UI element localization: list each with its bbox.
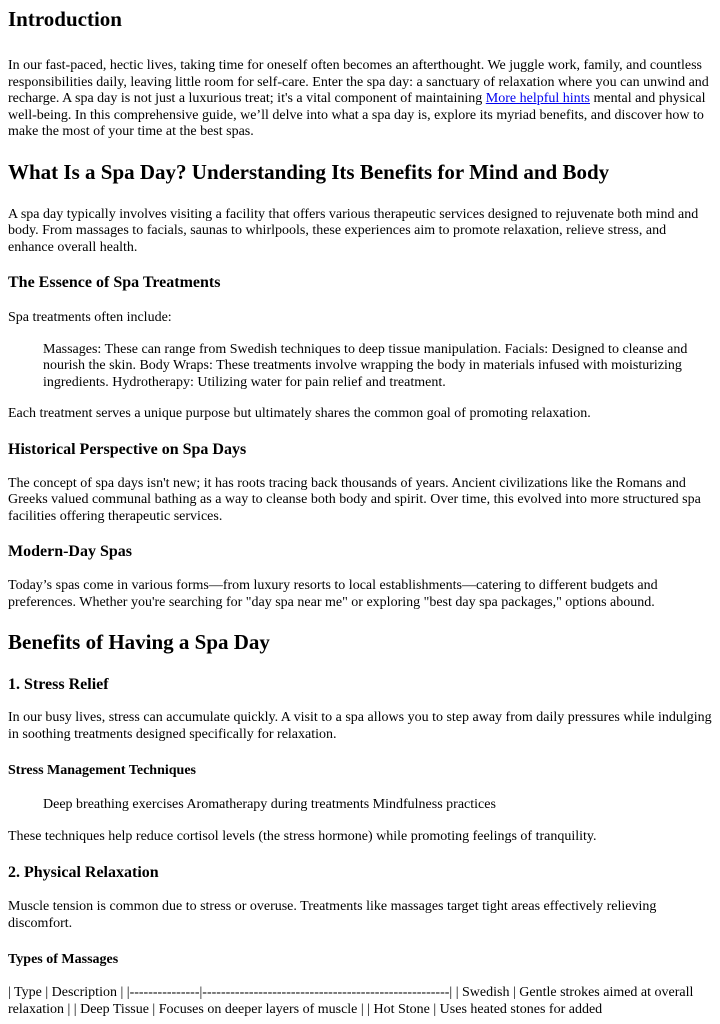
- stress-techniques-blockquote: Deep breathing exercises Aromatherapy during treatments Mindfulness practices: [43, 797, 496, 812]
- stress-relief-paragraph: In our busy lives, stress can accumulate quickly. A visit to a spa allows you to step away from daily pressures while indulging in soothing treatments designed specifically for relaxation.: [8, 710, 712, 742]
- article: [0, 7, 720, 1018]
- physical-relaxation-paragraph: Muscle tension is common due to stress or overuse. Treatments like massages target tight areas effectively relieving discomfort.: [8, 899, 657, 931]
- massage-types-table-text: | Type | Description | |---------------|-----------------------------------------------------| | Swedish | Gentle strokes aimed at overall relaxation | | Deep Tissue | Focuses on deeper layers of muscle | | Hot Stone | Uses heated stones for added: [8, 985, 694, 1017]
- essence-intro-paragraph: Spa treatments often include:: [8, 310, 172, 325]
- intro-text-after-link: mental and physical well-being. In this comprehensive guide, we’ll delve into what a spa day is, explore its myriad benefits, and discover how to make the most of your time at the best spas.: [8, 91, 706, 139]
- stress-outro-paragraph: These techniques help reduce cortisol levels (the stress hormone) while promoting feelings of tranquility.: [8, 828, 597, 844]
- historical-heading: Historical Perspective on Spa Days: [8, 440, 247, 458]
- stress-techniques-heading: Stress Management Techniques: [8, 763, 196, 778]
- intro-text-before-link: In our fast-paced, hectic lives, taking time for oneself often becomes an afterthought. We juggle work, family, and countless responsibilities daily, leaving little room for self-care. Enter the spa day: a sanctuary of relaxation where you can unwind and recharge. A spa day is not just a luxurious treat; it's a vital component of maintaining: [8, 58, 709, 106]
- intro-heading: Introduction: [8, 7, 122, 31]
- modern-paragraph: Today’s spas come in various forms—from luxury resorts to local establishments—catering to different budgets and preferences. Whether you're searching for "day spa near me" or exploring "best day spa packages," options abound.: [8, 578, 658, 610]
- historical-paragraph: The concept of spa days isn't new; it has roots tracing back thousands of years. Ancient civilizations like the Romans and Greeks valued communal bathing as a way to cleanse both body and spirit. Over time, this evolved into more structured spa facilities offering therapeutic services.: [8, 475, 701, 524]
- what-is-spa-day-heading: What Is a Spa Day? Understanding Its Benefits for Mind and Body: [8, 159, 610, 184]
- massage-types-heading: Types of Massages: [8, 952, 119, 967]
- essence-outro-paragraph: Each treatment serves a unique purpose but ultimately shares the common goal of promoting relaxation.: [8, 406, 591, 421]
- benefits-heading: Benefits of Having a Spa Day: [8, 630, 270, 654]
- more-helpful-hints-link[interactable]: More helpful hints: [485, 91, 590, 106]
- intro-paragraph: [8, 58, 712, 141]
- physical-relaxation-heading: 2. Physical Relaxation: [8, 864, 159, 881]
- stress-relief-heading: 1. Stress Relief: [8, 676, 109, 693]
- modern-heading: Modern-Day Spas: [8, 543, 133, 560]
- what-is-spa-day-paragraph: A spa day typically involves visiting a facility that offers various therapeutic services designed to rejuvenate both mind and body. From massages to facials, saunas to whirlpools, these experiences aim to promote relaxation, relieve stress, and enhance overall health.: [8, 206, 699, 255]
- essence-heading: The Essence of Spa Treatments: [8, 274, 221, 291]
- treatments-blockquote: Massages: These can range from Swedish techniques to deep tissue manipulation. Facials: Designed to cleanse and nourish the skin. Body Wraps: These treatments involve wrapping the body in materials infused with moisturizing ingredients. Hydrotherapy: Utilizing water for pain relief and treatment.: [43, 341, 688, 390]
